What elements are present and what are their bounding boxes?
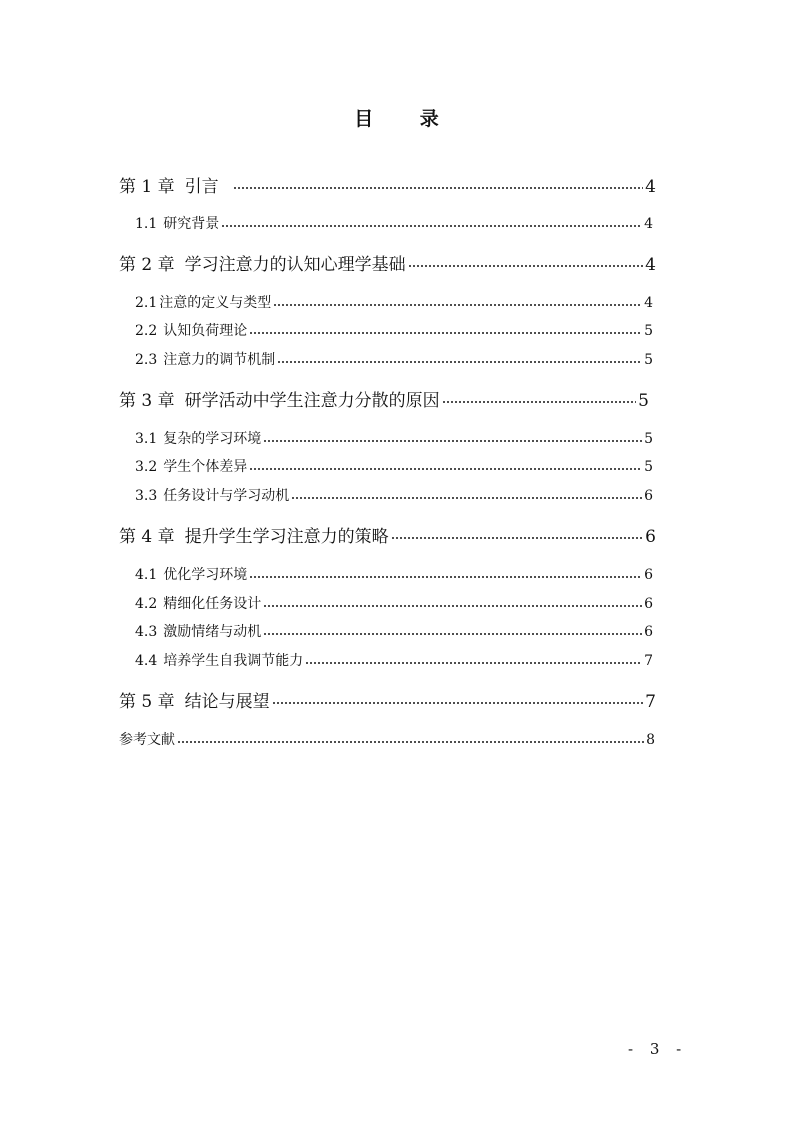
toc-entry-references[interactable] [119, 729, 655, 749]
toc-entry-page: 5 [644, 323, 653, 339]
toc-entry-page: 5 [644, 352, 653, 368]
toc-entry-number: 4.1 [135, 567, 158, 583]
toc-entry-2-3[interactable] [135, 349, 653, 369]
dot-leader [177, 740, 644, 744]
toc-entry-text: 认知负荷理论 [163, 323, 248, 339]
dot-leader [408, 264, 644, 268]
toc-entry-number: 第 3 章 [119, 391, 175, 411]
dot-leader [272, 701, 644, 705]
toc-entry-text: 提升学生学习注意力的策略 [184, 527, 389, 547]
toc-entry-number: 4.4 [135, 653, 158, 669]
dot-leader [291, 496, 642, 500]
toc-entry-number: 2.3 [135, 352, 158, 368]
toc-entry-text: 精细化任务设计 [163, 596, 262, 612]
dot-leader [273, 303, 642, 307]
toc-entry-text: 结论与展望 [184, 692, 270, 712]
dot-leader [249, 575, 642, 579]
dot-leader [263, 604, 642, 608]
toc-entry-number: 4.2 [135, 596, 158, 612]
toc-entry-text: 学习注意力的认知心理学基础 [184, 255, 406, 275]
toc-entry-number: 第 5 章 [119, 692, 175, 712]
toc-entry-page: 5 [644, 459, 653, 475]
toc-entry-text: 研学活动中学生注意力分散的原因 [184, 391, 440, 411]
toc-entry-ch2[interactable] [119, 250, 656, 275]
toc-entry-text: 学生个体差异 [163, 459, 248, 475]
dot-leader [442, 400, 637, 404]
toc-entry-ch1[interactable] [119, 172, 656, 197]
toc-entry-number: 2.1 [135, 295, 158, 311]
toc-entry-page: 5 [638, 391, 649, 411]
toc-entry-page: 6 [644, 596, 653, 612]
toc-entry-page: 5 [644, 431, 653, 447]
dot-leader [305, 661, 642, 665]
toc-entry-number: 2.2 [135, 323, 158, 339]
toc-title: 目 录 [354, 108, 459, 130]
toc-entry-text: 任务设计与学习动机 [163, 488, 290, 504]
toc-entry-4-1[interactable] [135, 564, 653, 584]
toc-entry-text: 引言 [184, 177, 219, 197]
toc-entry-4-3[interactable] [135, 621, 653, 641]
toc-entry-number: 3.3 [135, 488, 158, 504]
toc-entry-text: 培养学生自我调节能力 [163, 653, 304, 669]
toc-entry-number: 4.3 [135, 624, 158, 640]
toc-entry-number: 3.1 [135, 431, 158, 447]
toc-entry-4-2[interactable] [135, 593, 653, 613]
toc-entry-1-1[interactable] [135, 213, 653, 233]
dot-leader [249, 467, 642, 471]
toc-entry-ch4[interactable] [119, 522, 656, 547]
toc-entry-text: 复杂的学习环境 [163, 431, 262, 447]
toc-entry-number: 第 2 章 [119, 255, 175, 275]
toc-entry-3-1[interactable] [135, 428, 653, 448]
toc-entry-number: 1.1 [135, 216, 158, 232]
toc-entry-text: 注意力的调节机制 [163, 352, 276, 368]
toc-entry-3-3[interactable] [135, 485, 653, 505]
toc-entry-number: 第 1 章 [119, 177, 175, 197]
toc-entry-page: 4 [645, 255, 656, 275]
toc-entry-page: 6 [644, 488, 653, 504]
toc-entry-page: 4 [644, 216, 653, 232]
page-number: - 3 - [628, 1040, 688, 1058]
dot-leader [277, 360, 642, 364]
toc-entry-2-2[interactable] [135, 320, 653, 340]
toc-entry-text: 优化学习环境 [163, 567, 248, 583]
toc-entry-text: 研究背景 [163, 216, 220, 232]
toc-entry-4-4[interactable] [135, 650, 653, 670]
dot-leader [263, 439, 642, 443]
dot-leader [263, 632, 642, 636]
toc-entry-page: 7 [645, 692, 656, 712]
toc-entry-page: 8 [646, 732, 655, 748]
toc-entry-page: 7 [644, 653, 653, 669]
toc-entry-page: 6 [644, 567, 653, 583]
toc-entry-2-1[interactable] [135, 292, 653, 312]
toc-entry-3-2[interactable] [135, 456, 653, 476]
dot-leader [233, 186, 644, 190]
dot-leader [391, 536, 644, 540]
toc-entry-text: 注意的定义与类型 [159, 295, 272, 311]
dot-leader [221, 224, 642, 228]
toc-entry-page: 6 [645, 527, 656, 547]
toc-entry-page: 4 [644, 295, 653, 311]
dot-leader [249, 331, 642, 335]
toc-entry-number: 3.2 [135, 459, 158, 475]
toc-entry-page: 6 [644, 624, 653, 640]
toc-entry-ch3[interactable] [119, 386, 649, 411]
toc-entry-text: 参考文献 [119, 732, 175, 748]
toc-entry-page: 4 [645, 177, 656, 197]
toc-entry-text: 激励情绪与动机 [163, 624, 262, 640]
toc-entry-ch5[interactable] [119, 687, 656, 712]
toc-entry-number: 第 4 章 [119, 527, 175, 547]
